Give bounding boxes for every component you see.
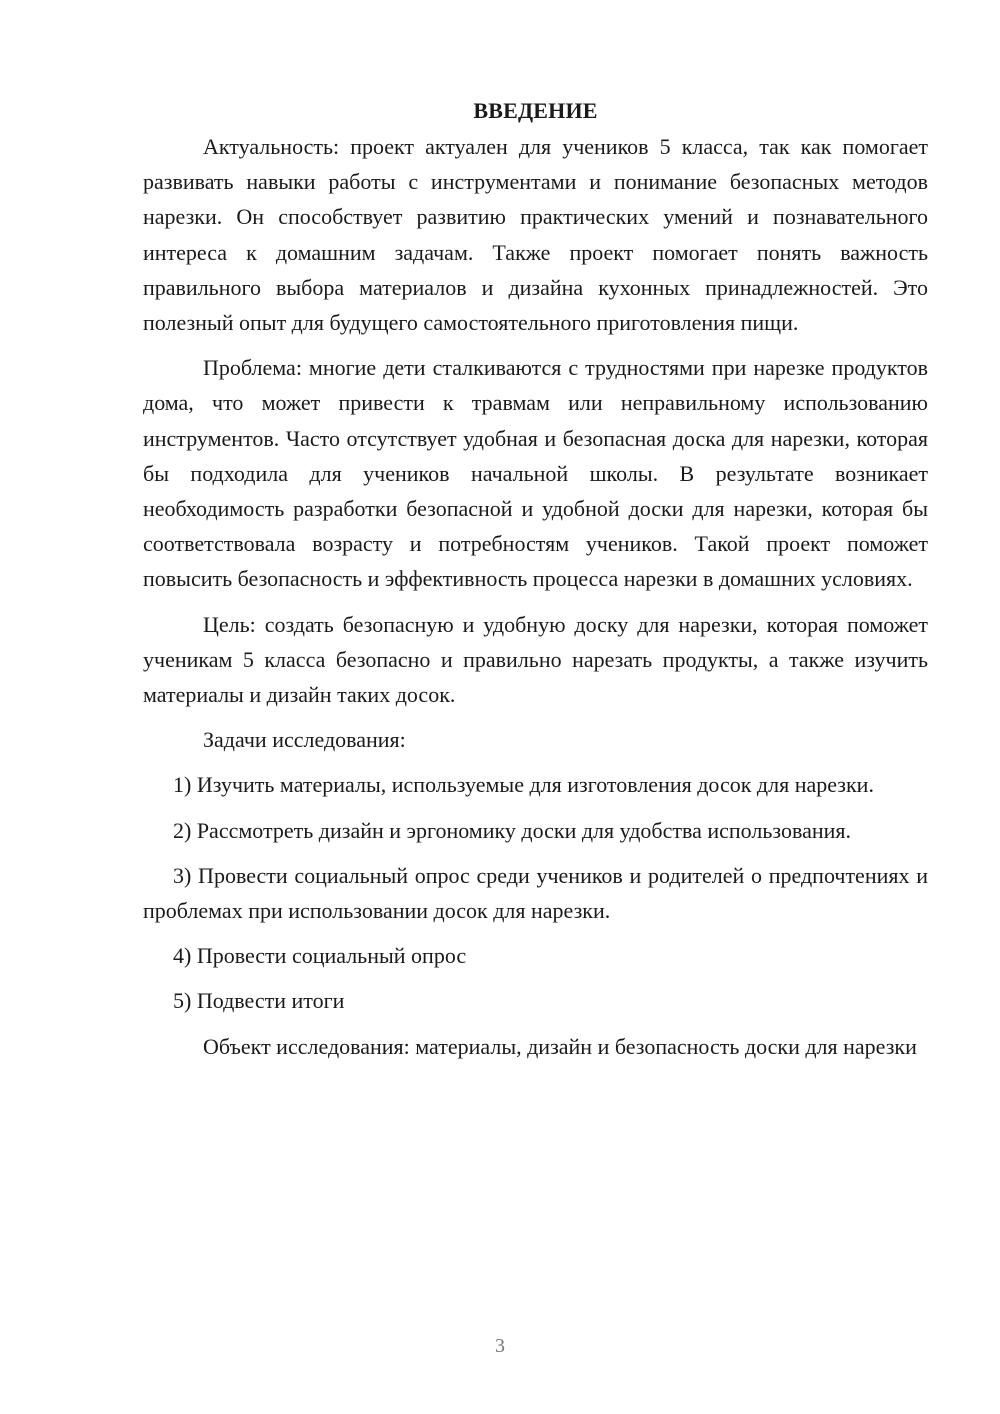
task-item-4: 4) Провести социальный опрос [173,943,467,969]
tasks-heading: Задачи исследования: [203,727,406,753]
paragraph-object: Объект исследования: материалы, дизайн и безопасность доски для нарезки [203,1033,917,1059]
paragraph-problem: Проблема: многие дети сталкиваются с трудностями при нарезке продуктов дома, что может привести к травмам или неправильному использованию инструментов. Часто отсутствует удобная и безопасная доска для нарезки, которая бы подходила для учеников начальной школы. В результате возникает необходимость разработки безопасной и удобной доски для нарезки, которая бы соответствовала возрасту и потребностям учеников. Такой проект поможет повысить безопасность и эффективность процесса нарезки в домашних условиях. [143,355,928,592]
paragraph-relevance: Актуальность: проект актуален для учеников 5 класса, так как помогает развивать навыки работы с инструментами и понимание безопасных методов нарезки. Он способствует развитию практических умений и познавательного интереса к домашним задачам. Также проект помогает понять важность правильного выбора материалов и дизайна кухонных принадлежностей. Это полезный опыт для будущего самостоятельного приготовления пищи. [143,134,928,336]
paragraph-goal: Цель: создать безопасную и удобную доску для нарезки, которая поможет ученикам 5 класса безопасно и правильно нарезать продукты, а также изучить материалы и дизайн таких досок. [143,611,928,708]
task-item-3: 3) Провести социальный опрос среди учеников и родителей о предпочтениях и проблемах при использовании досок для нарезки. [143,862,928,924]
document-page [143,95,928,1074]
task-item-1: 1) Изучить материалы, используемые для изготовления досок для нарезки. [173,772,874,798]
task-item-2: 2) Рассмотреть дизайн и эргономику доски для удобства использования. [173,817,851,843]
page-number: 3 [495,1335,505,1357]
task-item-5: 5) Подвести итоги [173,988,345,1014]
section-title: ВВЕДЕНИЕ [473,98,598,123]
